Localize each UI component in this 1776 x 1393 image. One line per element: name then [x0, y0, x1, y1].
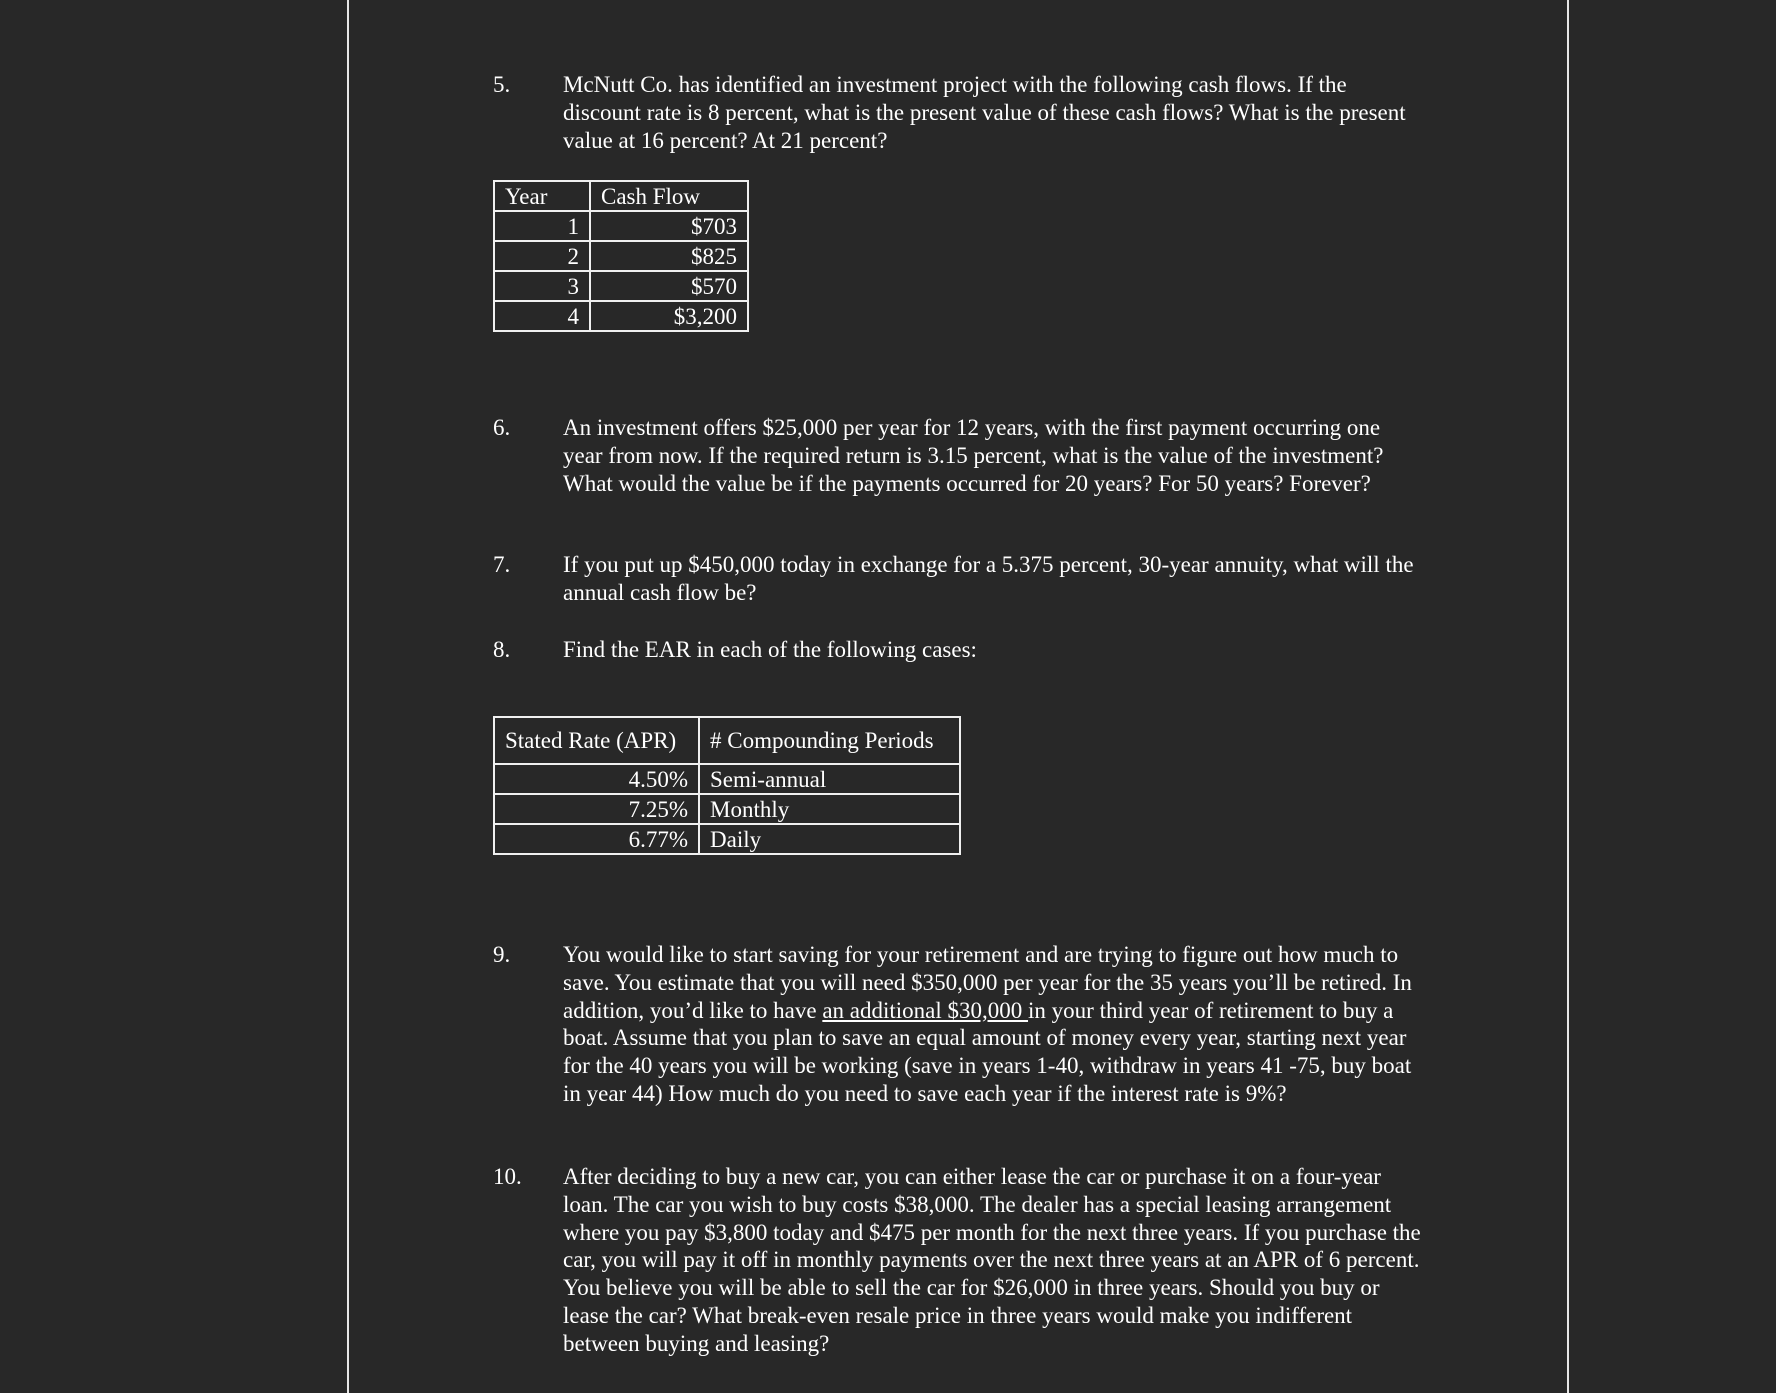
- cash-flow-table: [493, 180, 749, 332]
- table-row: [494, 764, 960, 794]
- table-header: Year: [494, 181, 590, 211]
- table-cell-year: 2: [494, 241, 590, 271]
- question-text: If you put up $450,000 today in exchange for a 5.375 percent, 30-year annuity, what will the annual cash flow be?: [563, 552, 1414, 605]
- table-cell-cash-flow: $703: [590, 211, 748, 241]
- table-cell-rate: 4.50%: [494, 764, 699, 794]
- question-text: McNutt Co. has identified an investment project with the following cash flows. If the discount rate is 8 percent, what is the present value of these cash flows? What is the present value at 16 percent? At 21 percent?: [563, 72, 1406, 153]
- table-cell-periods: Semi-annual: [699, 764, 960, 794]
- question-number: 8.: [493, 637, 511, 662]
- question-text: After deciding to buy a new car, you can either lease the car or purchase it on a four-year loan. The car you wish to buy costs $38,000. The dealer has a special leasing arrangement where you pay $3,800 today and $475 per month for the next three years. If you purchase the car, you will pay it off in monthly payments over the next three years at an APR of 6 percent. You believe you will be able to sell the car for $26,000 in three years. Should you buy or lease the car? What break-even resale price in three years would make you indifferent between buying and leasing?: [563, 1164, 1421, 1356]
- question-number: 10.: [493, 1164, 522, 1189]
- table-header: # Compounding Periods: [699, 717, 960, 764]
- question-number: 6.: [493, 415, 511, 440]
- question-text: Find the EAR in each of the following cases:: [563, 637, 977, 662]
- table-cell-year: 3: [494, 271, 590, 301]
- question-text-part: in your third year of retirement to buy a boat. Assume that you plan to save an equal amount of money every year, starting next year for the 40 years you will be working (save in years 1-40, withdraw in years 41 -75, buy boat in year 44) How much do you need to save each year if the interest rate is 9%?: [563, 997, 1412, 1106]
- question-number: 7.: [493, 552, 511, 577]
- table-cell-periods: Monthly: [699, 794, 960, 824]
- question-number: 5.: [493, 72, 511, 97]
- question-text-part: You would like to start saving for your retirement and are trying to figure out how much to save. You estimate that you will need $350,000 per year for the 35 years you’ll be retired. In addition, you’d like to have: [563, 942, 1412, 1023]
- table-header: Stated Rate (APR): [494, 717, 699, 764]
- underlined-amount: an additional $30,000: [822, 997, 1029, 1023]
- table-row: [494, 794, 960, 824]
- table-row: [494, 824, 960, 854]
- table-header-row: [494, 181, 748, 211]
- table-row: [494, 211, 748, 241]
- table-header: Cash Flow: [590, 181, 748, 211]
- table-cell-rate: 6.77%: [494, 824, 699, 854]
- table-row: [494, 271, 748, 301]
- table-cell-year: 1: [494, 211, 590, 241]
- document-page: [347, 0, 1569, 1393]
- ear-table: [493, 716, 961, 855]
- table-header-row: [494, 717, 960, 764]
- table-cell-periods: Daily: [699, 824, 960, 854]
- question-number: 9.: [493, 942, 511, 967]
- question-text: [563, 941, 1423, 1108]
- table-cell-cash-flow: $570: [590, 271, 748, 301]
- table-cell-rate: 7.25%: [494, 794, 699, 824]
- table-cell-cash-flow: $3,200: [590, 301, 748, 331]
- table-cell-year: 4: [494, 301, 590, 331]
- table-cell-cash-flow: $825: [590, 241, 748, 271]
- question-text: An investment offers $25,000 per year for 12 years, with the first payment occurring one year from now. If the required return is 3.15 percent, what is the value of the investment? What would the value be if the payments occurred for 20 years? For 50 years? Forever?: [563, 415, 1384, 496]
- table-row: [494, 241, 748, 271]
- table-row: [494, 301, 748, 331]
